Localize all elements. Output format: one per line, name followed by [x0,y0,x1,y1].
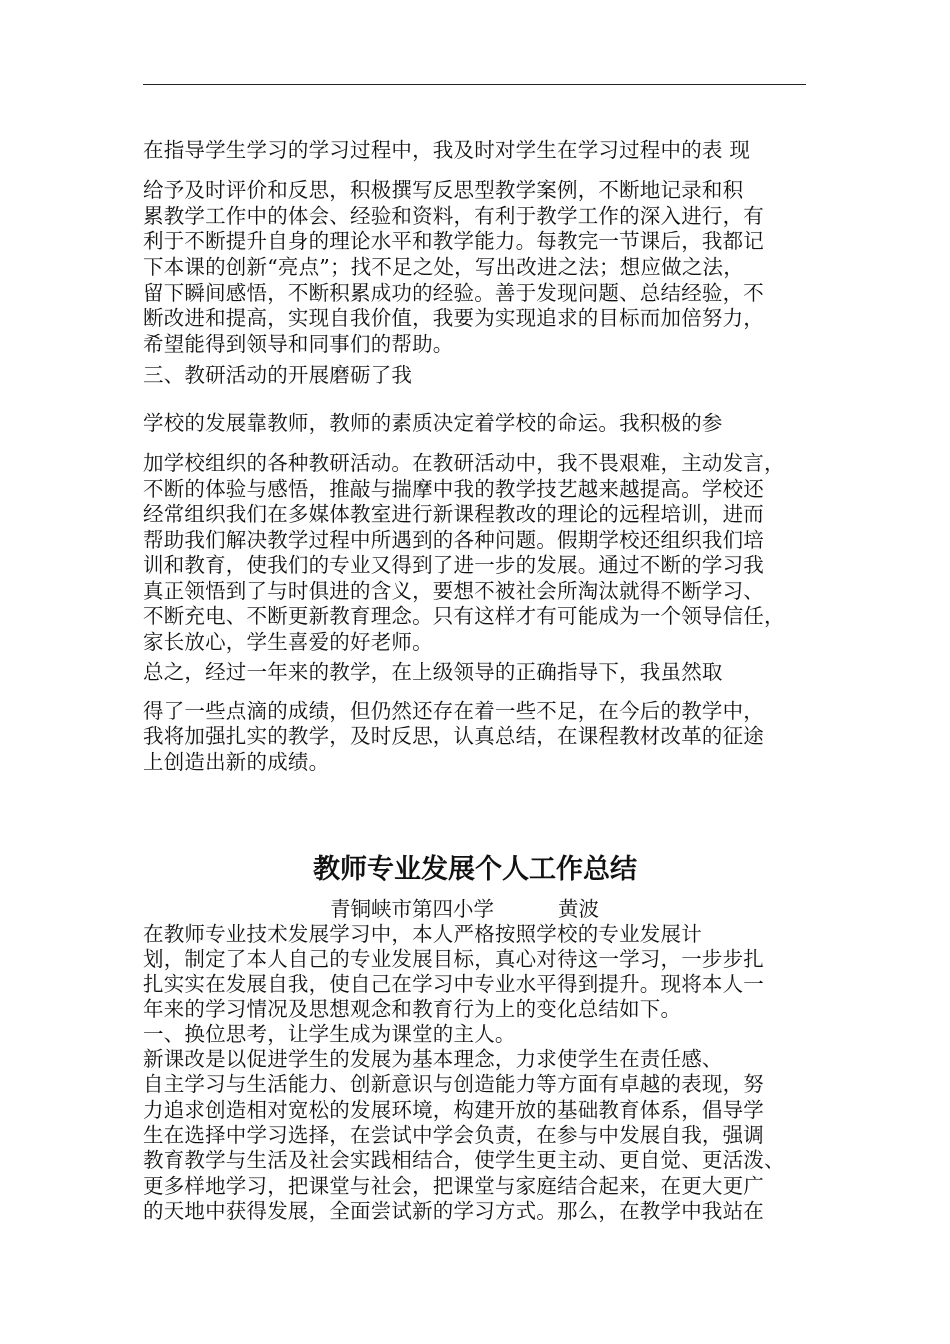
byline [330,896,599,922]
header-rule [143,84,806,85]
paragraph-line: 真正领悟到了与时俱进的含义，要想不被社会所淘汰就得不断学习、 [143,579,764,603]
paragraph-line: 训和教育，使我们的专业又得到了进一步的发展。通过不断的学习我 [143,553,764,577]
paragraph-line: 下本课的创新“亮点”；找不足之处，写出改进之法；想应做之法， [143,255,744,279]
paragraph-line: 利于不断提升自身的理论水平和教学能力。每教完一节课后，我都记 [143,229,764,253]
paragraph-line: 加学校组织的各种教研活动。在教研活动中，我不畏艰难，主动发言， [143,451,785,475]
paragraph-line: 我将加强扎实的教学，及时反思，认真总结，在课程教材改革的征途 [143,724,764,748]
paragraph-line: 学校的发展靠教师，教师的素质决定着学校的命运。我积极的参 [143,411,723,435]
paragraph-line: 总之，经过一年来的教学，在上级领导的正确指导下，我虽然取 [143,660,723,684]
paragraph-line: 在指导学生学习的学习过程中，我及时对学生在学习过程中的表 现 [143,138,751,162]
paragraph-line: 更多样地学习，把课堂与社会，把课堂与家庭结合起来，在更大更广 [143,1174,764,1198]
paragraph-line: 不断充电、不断更新教育理念。只有这样才有可能成为一个领导信任， [143,604,785,628]
paragraph-line: 自主学习与生活能力、创新意识与创造能力等方面有卓越的表现，努 [143,1072,764,1096]
paragraph-line: 希望能得到领导和同事们的帮助。 [143,332,454,356]
paragraph-line: 上创造出新的成绩。 [143,750,330,774]
paragraph-line: 年来的学习情况及思想观念和教育行为上的变化总结如下。 [143,997,682,1021]
paragraph-line: 累教学工作中的体会、经验和资料，有利于教学工作的深入进行，有 [143,204,764,228]
school-name: 青铜峡市第四小学 [330,897,494,921]
paragraph-line: 教育教学与生活及社会实践相结合，使学生更主动、更自觉、更活泼、 [143,1148,785,1172]
paragraph-line: 留下瞬间感悟，不断积累成功的经验。善于发现问题、总结经验，不 [143,281,764,305]
paragraph-line: 家长放心，学生喜爱的好老师。 [143,630,433,654]
author-name: 黄波 [558,897,599,921]
paragraph-line: 新课改是以促进学生的发展为基本理念，力求使学生在责任感、 [143,1047,723,1071]
paragraph-line: 力追求创造相对宽松的发展环境，构建开放的基础教育体系，倡导学 [143,1098,764,1122]
paragraph-line: 生在选择中学习选择，在尝试中学会负责，在参与中发展自我，强调 [143,1123,764,1147]
section-heading: 一、换位思考，让学生成为课堂的主人。 [143,1022,516,1046]
paragraph-line: 帮助我们解决教学过程中所遇到的各种问题。假期学校还组织我们培 [143,528,764,552]
paragraph-line: 给予及时评价和反思，积极撰写反思型教学案例，不断地记录和积 [143,178,744,202]
paragraph-line: 不断的体验与感悟，推敲与揣摩中我的教学技艺越来越提高。学校还 [143,477,764,501]
paragraph-line: 在教师专业技术发展学习中，本人严格按照学校的专业发展计 [143,922,702,946]
paragraph-line: 划，制定了本人自己的专业发展目标，真心对待这一学习，一步步扎 [143,947,764,971]
paragraph-line: 断改进和提高，实现自我价值，我要为实现追求的目标而加倍努力， [143,306,764,330]
paragraph-line: 经常组织我们在多媒体教室进行新课程教改的理论的远程培训，进而 [143,502,764,526]
paragraph-line: 得了一些点滴的成绩，但仍然还存在着一些不足，在今后的教学中， [143,699,764,723]
section-heading: 三、教研活动的开展磨砺了我 [143,363,413,387]
document-title: 教师专业发展个人工作总结 [313,854,637,885]
paragraph-line: 扎实实在发展自我，使自己在学习中专业水平得到提升。现将本人一 [143,972,764,996]
paragraph-line: 的天地中获得发展，全面尝试新的学习方式。那么，在教学中我站在 [143,1199,764,1223]
